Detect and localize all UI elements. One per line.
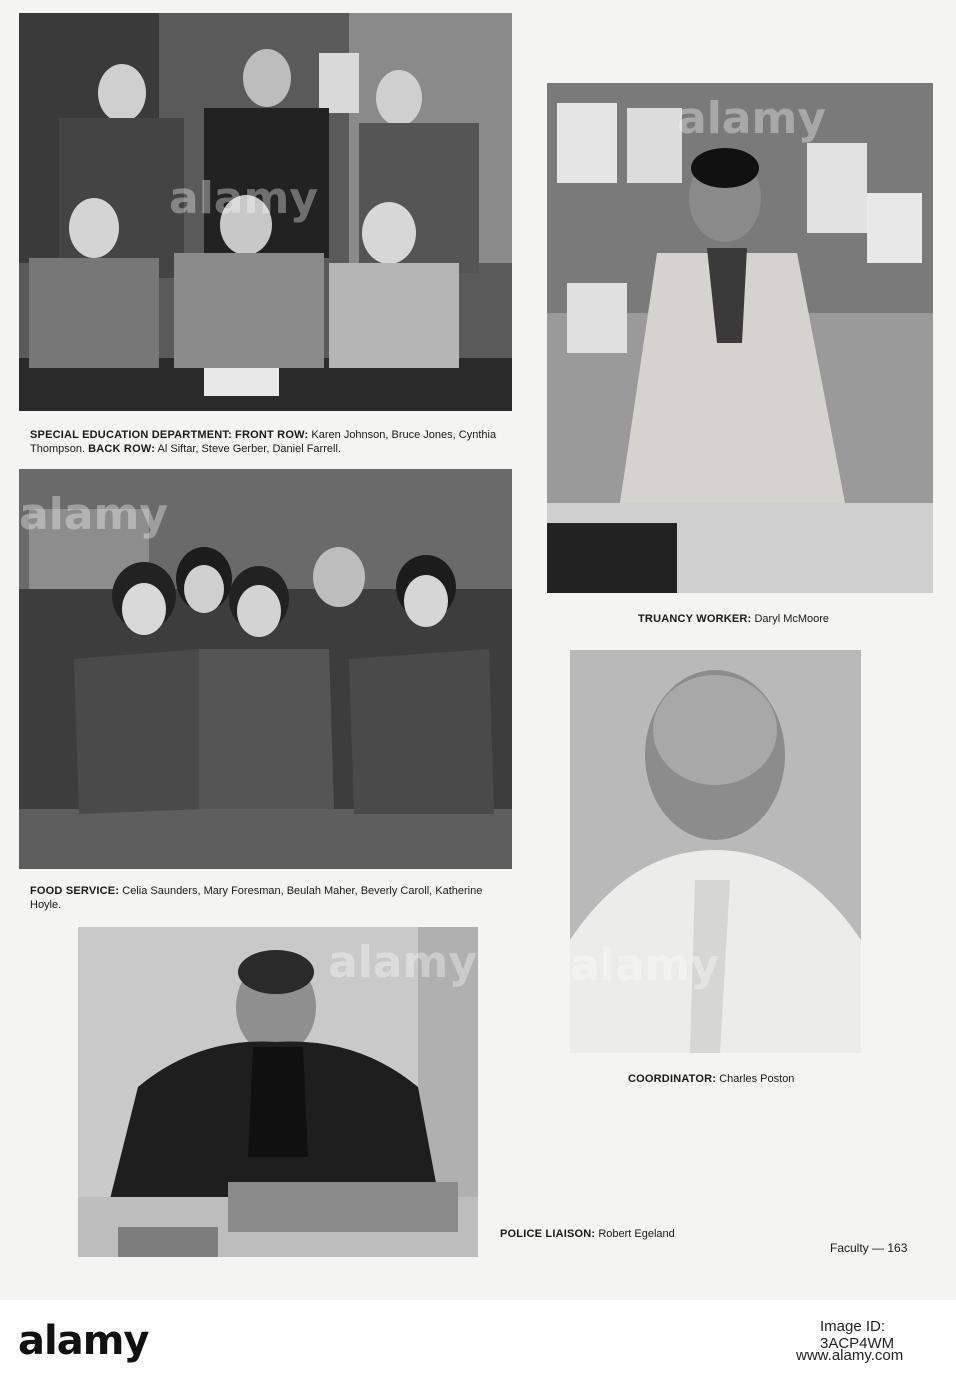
image-id-label: Image ID: 3ACP4WM [820,1318,895,1352]
watermark: alamy [677,93,826,144]
special-education-caption: SPECIAL EDUCATION DEPARTMENT: FRONT ROW: Karen Johnson, Bruce Jones, Cynthia Thompson. BACK ROW: Al Siftar, Steve Gerber, Daniel Farrell. [30,429,497,455]
truancy-worker-photo [547,83,933,593]
food-service-caption: FOOD SERVICE: Celia Saunders, Mary Foresman, Beulah Maher, Beverly Caroll, Katherine Hoyle. [30,885,483,911]
footer-url: www.alamy.com [796,1347,904,1364]
coordinator-caption: COORDINATOR: Charles Poston [628,1073,795,1085]
watermark: alamy [19,489,168,540]
police-liaison-photo [78,927,478,1257]
food-service-photo [19,469,512,869]
special-education-photo [19,13,512,411]
police-liaison-caption: POLICE LIAISON: Robert Egeland [500,1228,675,1240]
truancy-worker-caption: TRUANCY WORKER: Daryl McMoore [638,613,830,625]
watermark: alamy [328,937,477,988]
alamy-logo: alamy [18,1318,149,1364]
watermark: alamy [570,940,719,991]
coordinator-photo [570,650,861,1053]
page-folio: Faculty — 163 [830,1241,908,1255]
watermark: alamy [169,173,318,224]
